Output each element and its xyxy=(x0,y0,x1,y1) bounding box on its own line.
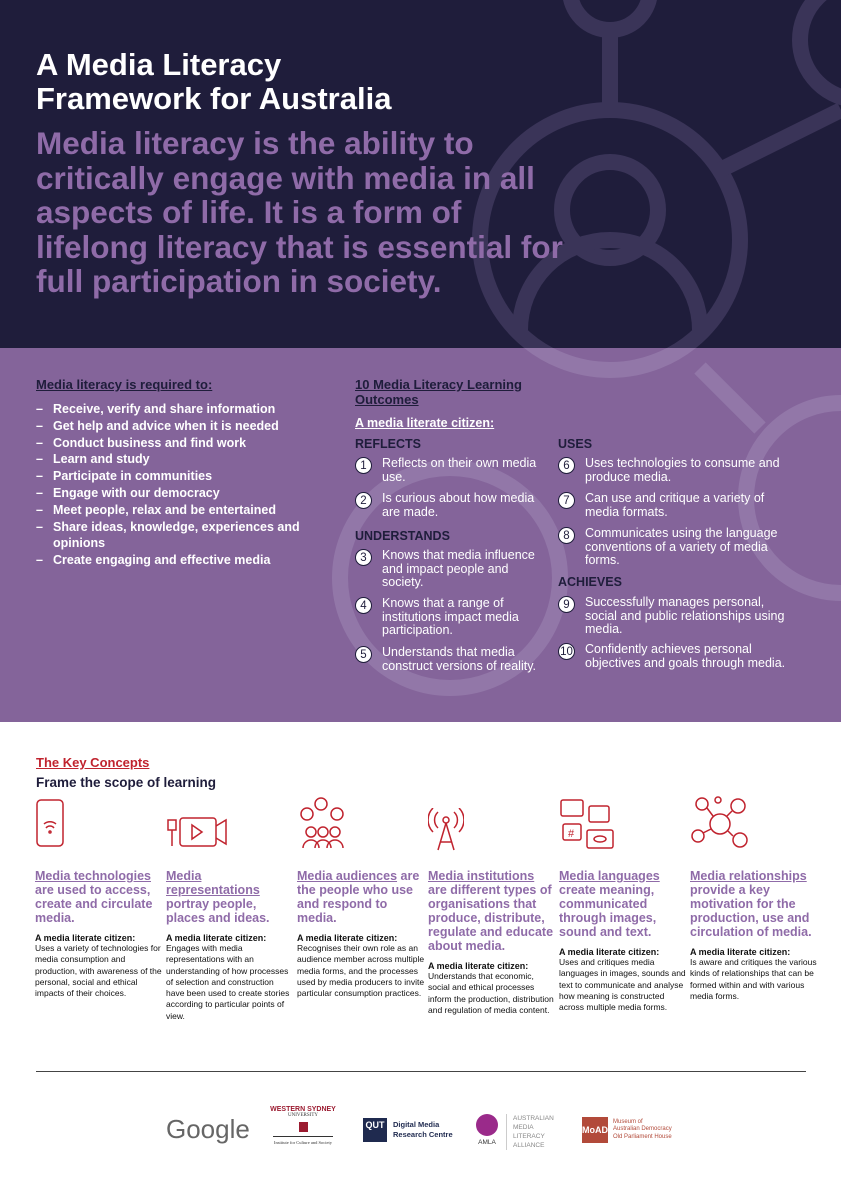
concept-key: Media technologies xyxy=(35,869,151,883)
amla-text: MEDIA xyxy=(513,1124,534,1131)
concept-citizen: A media literate citizen: xyxy=(559,947,660,957)
outcome-item xyxy=(558,527,788,568)
outcome-item xyxy=(355,492,545,519)
concept-heading xyxy=(559,869,687,939)
concept-desc: Is aware and critiques the various kinds of relationships that can be formed within and with various media forms. xyxy=(690,957,817,1001)
outcome-text: Successfully manages personal, social and public relationships using media. xyxy=(585,595,785,636)
concept-heading xyxy=(166,869,294,925)
concept-citizen: A media literate citizen: xyxy=(297,933,398,943)
list-item: – Conduct business and find work xyxy=(36,435,306,452)
concept-desc: Engages with media representations with an understanding of how processes of selection and construction have been used to create stories according to particular points of view. xyxy=(166,943,290,1021)
moad-text: Museum of xyxy=(613,1118,643,1125)
concept-citizen: A media literate citizen: xyxy=(428,961,529,971)
list-item: – Create engaging and effective media xyxy=(36,552,306,569)
outcome-text: Uses technologies to consume and produce media. xyxy=(585,456,780,484)
concept-heading xyxy=(35,869,163,925)
moad-logo xyxy=(582,1117,672,1143)
concept-key: Media institutions xyxy=(428,869,535,883)
smartphone-wifi-icon xyxy=(35,798,67,850)
wsu-logo xyxy=(268,1106,338,1148)
concepts-heading: The Key Concepts xyxy=(36,755,150,770)
concept-rest: are different types of organisations that produce, distribute, regulate and educate about media. xyxy=(428,883,554,953)
outcome-item xyxy=(558,457,788,484)
category-uses: USES xyxy=(558,437,593,451)
outcome-text: Confidently achieves personal objectives and goals through media. xyxy=(585,642,786,670)
concept-column xyxy=(297,869,425,999)
concept-citizen: A media literate citizen: xyxy=(690,947,791,957)
broadcast-tower-icon xyxy=(428,808,464,852)
outcome-item xyxy=(558,492,788,519)
list-item: – Participate in communities xyxy=(36,468,306,485)
outcome-number: 7 xyxy=(558,492,575,509)
list-item: – Get help and advice when it is needed xyxy=(36,418,306,435)
svg-text:#: # xyxy=(568,828,575,840)
outcome-text: Is curious about how media are made. xyxy=(382,491,535,519)
concept-heading xyxy=(297,869,425,925)
divider xyxy=(36,1071,806,1072)
media-languages-icon xyxy=(559,798,617,852)
network-people-icon xyxy=(690,796,750,852)
outcome-text: Understands that media construct versions of reality. xyxy=(382,645,536,673)
concept-column xyxy=(166,869,294,1022)
concept-heading xyxy=(690,869,818,939)
definition: Media literacy is the ability to critically engage with media in all aspects of life. It is a form of lifelong literacy that is essential for full participation in society. xyxy=(36,125,563,299)
amla-logo xyxy=(476,1114,554,1150)
qut-text: Research Centre xyxy=(393,1130,453,1139)
amla-text: LITERACY xyxy=(513,1133,545,1140)
concept-key: Media representations xyxy=(166,869,260,897)
list-item: – Receive, verify and share information xyxy=(36,401,306,418)
moad-text: Old Parliament House xyxy=(613,1133,672,1140)
outcome-text: Reflects on their own media use. xyxy=(382,456,537,484)
concept-citizen: A media literate citizen: xyxy=(35,933,136,943)
category-achieves: ACHIEVES xyxy=(558,575,622,589)
concept-desc: Uses a variety of technologies for media consumption and production, with awareness of the personal, social and ethical impacts of their choices. xyxy=(35,943,162,999)
qut-text: Digital Media xyxy=(393,1120,440,1129)
category-understands: UNDERSTANDS xyxy=(355,529,450,543)
amla-text: ALLIANCE xyxy=(513,1142,545,1149)
outcome-number: 3 xyxy=(355,549,372,566)
concept-desc: Uses and critiques media languages in images, sounds and text to communicate and analyse how meaning is constructed across multiple media forms. xyxy=(559,957,686,1013)
outcomes-heading: 10 Media Literacy Learning Outcomes xyxy=(355,377,522,407)
outcome-text: Knows that a range of institutions impact media participation. xyxy=(382,596,519,637)
wsu-institute: Institute for Culture and Society xyxy=(273,1136,333,1145)
outcome-text: Communicates using the language conventions of a variety of media forms. xyxy=(585,526,778,567)
category-reflects: REFLECTS xyxy=(355,437,421,451)
outcome-item xyxy=(355,597,545,638)
amla-mark-icon xyxy=(476,1114,498,1136)
concept-column xyxy=(428,869,556,1016)
outcome-number: 5 xyxy=(355,646,372,663)
outcome-number: 9 xyxy=(558,596,575,613)
concept-key: Media languages xyxy=(559,869,660,883)
concept-key: Media audiences xyxy=(297,869,398,883)
concept-rest: are used to access, create and circulate media. xyxy=(35,883,153,925)
header-section xyxy=(0,0,841,348)
concept-rest: portray people, places and ideas. xyxy=(166,897,270,925)
video-camera-icon xyxy=(166,812,230,850)
concept-citizen: A media literate citizen: xyxy=(166,933,267,943)
outcome-number: 1 xyxy=(355,457,372,474)
list-item: – Meet people, relax and be entertained xyxy=(36,502,306,519)
outcome-item xyxy=(558,643,788,670)
outcome-number: 8 xyxy=(558,527,575,544)
outcome-item xyxy=(558,596,788,637)
concept-rest: provide a key motivation for the production, use and circulation of media. xyxy=(690,883,812,939)
amla-text: AUSTRALIAN xyxy=(513,1115,554,1122)
concept-column xyxy=(559,869,687,1013)
list-item: – Engage with our democracy xyxy=(36,485,306,502)
concept-rest: create meaning, communicated through images, sound and text. xyxy=(559,883,657,939)
outcome-item xyxy=(355,457,545,484)
required-heading: Media literacy is required to: xyxy=(36,377,213,392)
required-list xyxy=(36,401,306,569)
concept-desc: Recognises their own role as an audience member across multiple media forms, and the processes used by media producers to invite particular consumption practices. xyxy=(297,943,425,999)
concept-column xyxy=(690,869,818,1002)
outcome-number: 2 xyxy=(355,492,372,509)
outcome-number: 4 xyxy=(355,597,372,614)
concept-column xyxy=(35,869,163,999)
outcome-number: 6 xyxy=(558,457,575,474)
outcome-text: Knows that media influence and impact people and society. xyxy=(382,548,535,589)
concept-key: Media relationships xyxy=(690,869,807,883)
concept-desc: Understands that economic, social and ethical processes inform the production, distribution and regulation of media content. xyxy=(428,971,554,1015)
page-title: A Media Literacy Framework for Australia xyxy=(36,47,392,116)
wsu-shield-icon xyxy=(299,1122,308,1132)
moad-text: Australian Democracy xyxy=(613,1126,672,1133)
outcome-number: 10 xyxy=(558,643,575,660)
wsu-name: WESTERN SYDNEY xyxy=(270,1106,336,1113)
outcome-item xyxy=(355,549,545,590)
moad-mark: MoAD xyxy=(582,1117,608,1143)
audience-icon xyxy=(297,796,357,852)
outcomes-citizen: A media literate citizen: xyxy=(355,416,495,430)
google-logo: Google xyxy=(166,1114,250,1144)
amla-abbr: AMLA xyxy=(478,1139,496,1146)
qut-mark: QUT xyxy=(363,1118,387,1142)
concept-heading xyxy=(428,869,556,953)
qut-logo xyxy=(363,1118,453,1142)
list-item: – Learn and study xyxy=(36,451,306,468)
concept-rest: are the people who use and respond to media. xyxy=(297,869,420,925)
wsu-university: UNIVERSITY xyxy=(288,1113,318,1118)
outcome-item xyxy=(355,646,545,673)
outcome-text: Can use and critique a variety of media formats. xyxy=(585,491,765,519)
concepts-subheading: Frame the scope of learning xyxy=(36,775,217,790)
list-item: – Share ideas, knowledge, experiences and opinions xyxy=(36,519,306,553)
